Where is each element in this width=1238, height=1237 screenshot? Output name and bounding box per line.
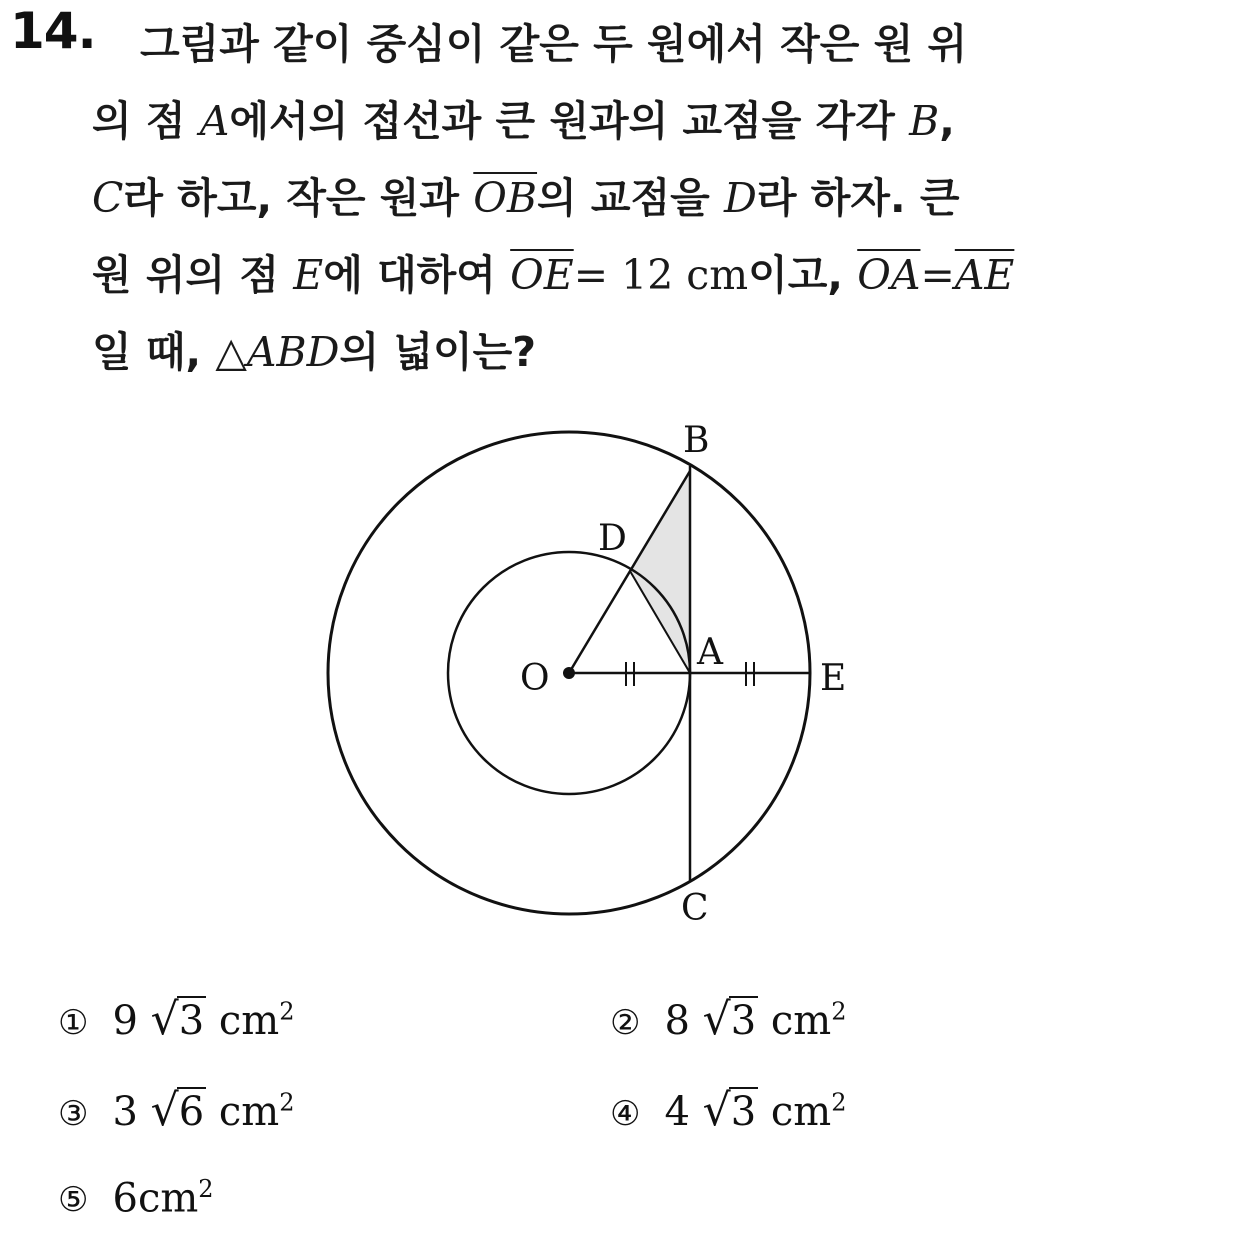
choice-1-radicand: 3 (178, 998, 205, 1044)
radical-sign: √ (150, 1085, 179, 1136)
choice-5-mark: ⑤ (58, 1180, 89, 1221)
q5-text-a: 일 때, (92, 328, 216, 376)
q5-text-b: 의 넓이는? (339, 328, 536, 376)
choice-3-radicand: 6 (178, 1089, 205, 1135)
q2-text-c: , (939, 97, 955, 145)
choice-1-exp: 2 (279, 997, 295, 1026)
label-o: O (520, 658, 550, 699)
choice-3-exp: 2 (279, 1088, 295, 1117)
choice-4-exp: 2 (831, 1088, 847, 1117)
q3-text-b: 의 교점을 (537, 174, 725, 222)
choice-1-unit: cm (218, 998, 280, 1044)
choice-4-unit: cm (770, 1089, 832, 1135)
choice-2-mark: ② (610, 1003, 641, 1043)
label-b: B (683, 420, 710, 461)
oe-length: = 12 cm (573, 251, 749, 299)
segment-oa-ref: $\overline{OA}$ (857, 251, 921, 299)
choice-2-exp: 2 (831, 997, 847, 1026)
q3-text-a: 라 하고, 작은 원과 (123, 174, 474, 222)
q2-text-b: 에서의 접선과 큰 원과의 교점을 각각 (229, 97, 910, 145)
q4-text-a: 원 위의 점 (92, 251, 294, 299)
choice-2-unit: cm (770, 998, 832, 1044)
choice-3-mark: ③ (58, 1094, 89, 1134)
choice-5-unit: cm (137, 1175, 199, 1222)
segment-ae-ref: $\overline{AE}$ (954, 251, 1015, 299)
triangle-abd-ref: △ABD (215, 328, 340, 376)
choice-2-radicand: 3 (730, 998, 757, 1044)
choice-2-coef: 8 (664, 998, 690, 1044)
label-c: C (681, 888, 709, 929)
choice-2[interactable] (610, 994, 847, 1045)
choice-4-coef: 4 (664, 1089, 690, 1135)
choice-1[interactable] (58, 994, 295, 1045)
choice-1-mark: ① (58, 1003, 89, 1043)
choice-3-coef: 3 (112, 1089, 138, 1135)
q2-text-a: 의 점 (92, 97, 200, 145)
label-d: D (598, 518, 627, 559)
segment-ob-ref: $\overline{OB}$ (473, 174, 538, 222)
q4-text-c: 이고, (748, 251, 858, 299)
choice-3[interactable] (58, 1085, 295, 1136)
choice-4-mark: ④ (610, 1094, 641, 1134)
radical-sign: √ (150, 994, 179, 1045)
point-d-ref: D (724, 174, 757, 222)
choice-5-exp: 2 (198, 1175, 214, 1203)
choice-4-radicand: 3 (730, 1089, 757, 1135)
choice-5-coef: 6 (112, 1175, 138, 1222)
segment-oe-ref: $\overline{OE}$ (510, 251, 574, 299)
radical-sign: √ (702, 1085, 731, 1136)
center-point-o (563, 667, 575, 679)
q3-text-c: 라 하자. 큰 (756, 174, 960, 222)
point-c-ref: C (92, 174, 124, 222)
choice-3-unit: cm (218, 1089, 280, 1135)
shaded-region (630, 471, 690, 673)
point-e-ref: E (293, 251, 324, 299)
point-a-ref: A (199, 97, 230, 145)
label-e: E (820, 658, 847, 699)
radical-sign: √ (702, 994, 731, 1045)
point-b-ref: B (909, 97, 940, 145)
label-a: A (697, 632, 723, 673)
equals-sign: = (920, 251, 955, 299)
question-line-1-text: 그림과 같이 중심이 같은 두 원에서 작은 원 위 (140, 20, 968, 68)
choice-4[interactable] (610, 1085, 847, 1136)
question-number: 14. (10, 2, 96, 60)
choice-5[interactable] (58, 1175, 214, 1221)
q4-text-b: 에 대하여 (323, 251, 511, 299)
choice-1-coef: 9 (112, 998, 138, 1044)
